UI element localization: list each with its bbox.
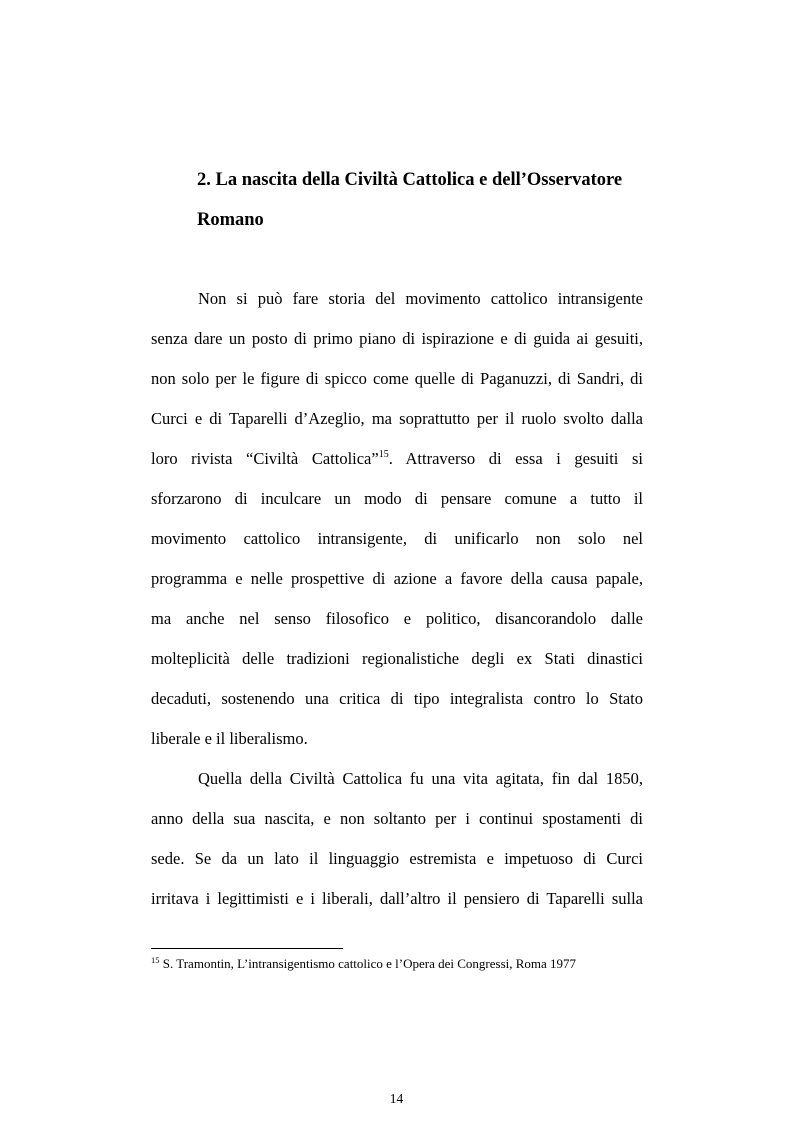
text-line: decaduti, sostenendo una critica di tipo integralista contro lo Stato <box>151 689 643 708</box>
text-line: liberale e il liberalismo. <box>151 729 308 748</box>
heading-line-2: Romano <box>197 210 264 230</box>
text-line: anno della sua nascita, e non soltanto per i continui spostamenti di <box>151 809 643 828</box>
text-line: irritava i legittimisti e i liberali, dall’altro il pensiero di Taparelli sulla <box>151 889 643 908</box>
footnote-separator <box>151 948 343 949</box>
page-number: 14 <box>389 1091 404 1106</box>
text-fragment: loro rivista “Civiltà Cattolica” <box>151 449 379 468</box>
text-line: Curci e di Taparelli d’Azeglio, ma soprattutto per il ruolo svolto dalla <box>151 409 643 428</box>
text-line: sede. Se da un lato il linguaggio estremista e impetuoso di Curci <box>151 849 643 868</box>
text-line: programma e nelle prospettive di azione a favore della causa papale, <box>151 569 643 588</box>
text-line: molteplicità delle tradizioni regionalistiche degli ex Stati dinastici <box>151 649 643 668</box>
footnote-reference: 15 <box>378 449 389 460</box>
text-line: sforzarono di inculcare un modo di pensare comune a tutto il <box>151 489 643 508</box>
footnote-number: 15 <box>151 955 160 965</box>
text-line: Non si può fare storia del movimento cattolico intransigente <box>198 289 643 308</box>
footnote-text: S. Tramontin, L’intransigentismo cattolico e l’Opera dei Congressi, Roma 1977 <box>159 956 577 971</box>
text-line-with-note <box>151 439 643 479</box>
text-fragment: . Attraverso di essa i gesuiti si <box>388 449 643 468</box>
text-line: movimento cattolico intransigente, di unificarlo non solo nel <box>151 529 643 548</box>
heading-line-1: 2. La nascita della Civiltà Cattolica e dell’Osservatore <box>197 170 623 190</box>
text-line: non solo per le figure di spicco come quelle di Paganuzzi, di Sandri, di <box>151 369 643 388</box>
footnote <box>151 956 576 972</box>
section-heading <box>197 160 667 240</box>
text-line: senza dare un posto di primo piano di ispirazione e di guida ai gesuiti, <box>151 329 643 348</box>
text-line: Quella della Civiltà Cattolica fu una vita agitata, fin dal 1850, <box>198 769 643 788</box>
text-line: ma anche nel senso filosofico e politico, disancorandolo dalle <box>151 609 643 628</box>
body-text <box>151 279 643 919</box>
